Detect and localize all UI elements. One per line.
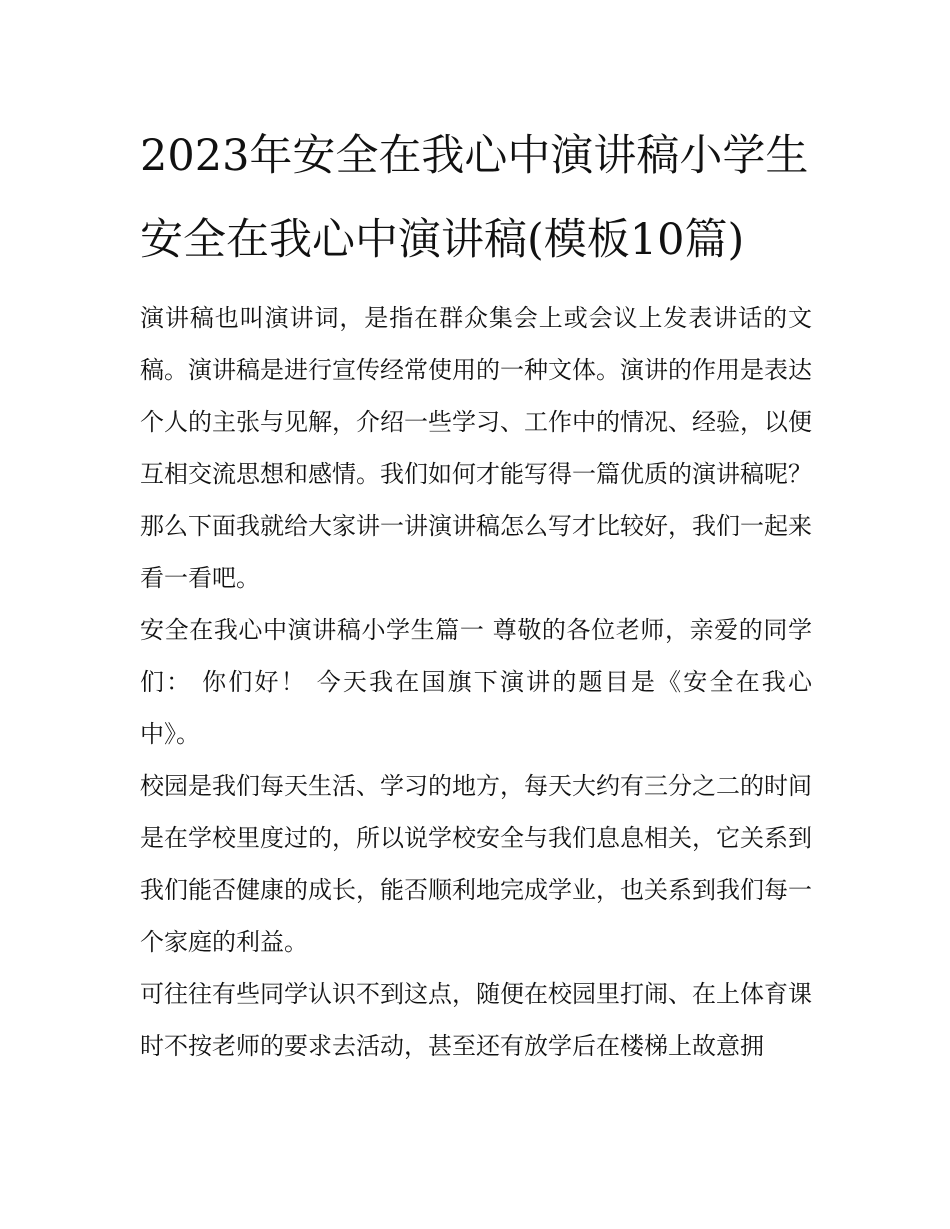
- document-title: 2023年安全在我心中演讲稿小学生 安全在我心中演讲稿(模板10篇): [140, 131, 809, 265]
- paragraph-greeting: 安全在我心中演讲稿小学生篇一 尊敬的各位老师，亲爱的同学们： 你们好！ 今天我在国旗下演讲的题目是《安全在我心中》。: [140, 616, 812, 748]
- paragraph-campus: 校园是我们每天生活、学习的地方，每天大约有三分之二的时间是在学校里度过的，所以说学校安全与我们息息相关，它关系到我们能否健康的成长，能否顺利地完成学业，也关系到我们每一个家庭的利益。: [140, 772, 812, 956]
- paragraph-intro: 演讲稿也叫演讲词，是指在群众集会上或会议上发表讲话的文稿。演讲稿是进行宣传经常使用的一种文体。演讲的作用是表达个人的主张与见解，介绍一些学习、工作中的情况、经验，以便互相交流思想和感情。我们如何才能写得一篇优质的演讲稿呢？那么下面我就给大家讲一讲演讲稿怎么写才比较好，我们一起来看一看吧。: [140, 304, 812, 592]
- paragraph-risks: 可往往有些同学认识不到这点，随便在校园里打闹、在上体育课时不按老师的要求去活动，甚至还有放学后在楼梯上故意拥: [140, 980, 812, 1060]
- document-page: [140, 114, 812, 1072]
